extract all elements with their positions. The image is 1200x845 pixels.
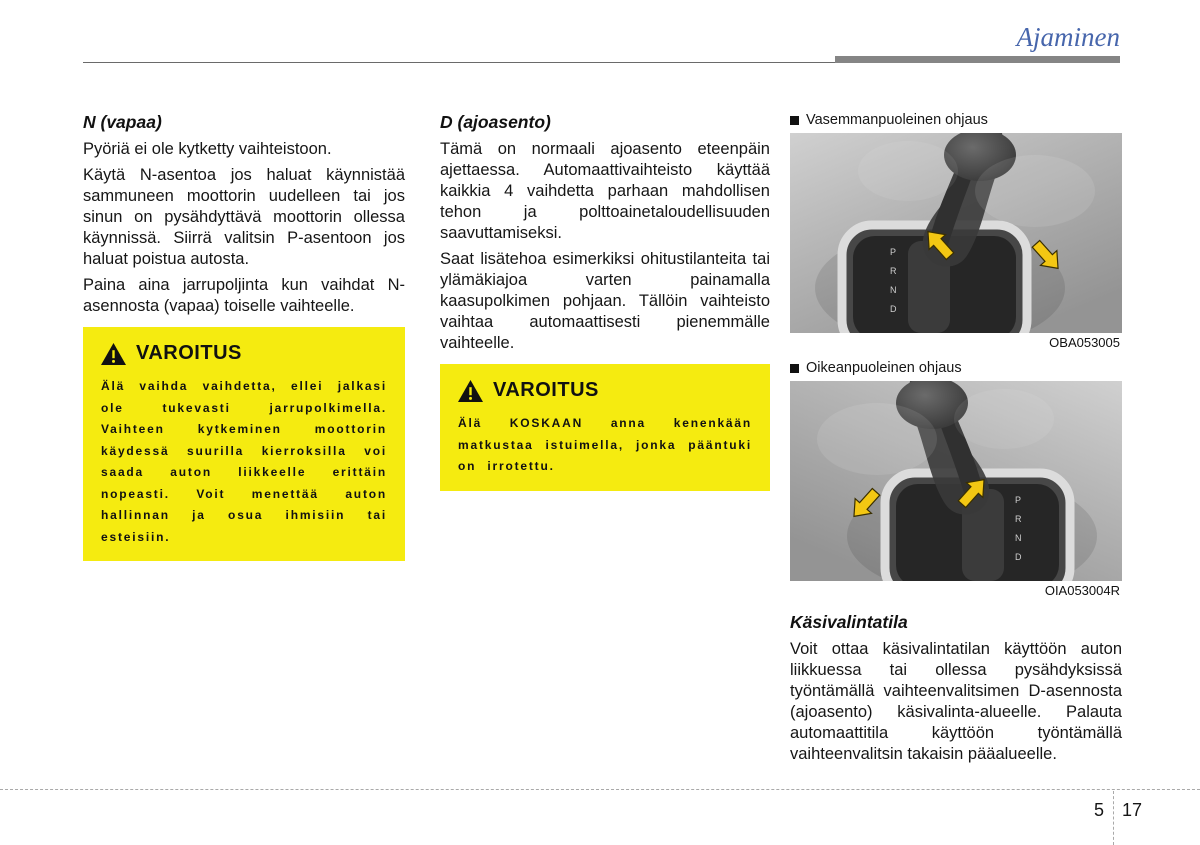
section-n-neutral <box>83 112 405 561</box>
figure-caption-label: Oikeanpuoleinen ohjaus <box>806 360 962 376</box>
warning-triangle-icon <box>458 380 483 402</box>
figure-caption-label: Vasemmanpuoleinen ohjaus <box>806 112 988 128</box>
paragraph: Voit ottaa käsivalintatilan käyttöön auton liikkuessa tai ollessa pysähdyksissä työntämällä vaihteenvalitsimen D-asennosta (ajoasento) käsivalinta-alueelle. Palauta automaattitila käyttöön työntämällä vaihteenvalitsin takaisin pääalueelle. <box>790 640 1122 763</box>
paragraph: Pyöriä ei ole kytketty vaihteistoon. <box>83 140 332 158</box>
figure-caption-lhd <box>790 112 1122 128</box>
square-bullet-icon <box>790 116 799 125</box>
warning-title: VAROITUS <box>136 342 242 364</box>
gate-label-p: P <box>1015 495 1022 505</box>
warning-box-gear-change <box>83 327 405 561</box>
paragraph: Tämä on normaali ajoasento eteenpäin ajettaessa. Automaattivaihteisto käyttää kaikkia 4 vaihdetta parhaan mahdollisen tehon ja polttoainetaloudellisuuden saavuttamiseksi. <box>440 140 770 242</box>
gate-label-p: P <box>890 247 897 257</box>
section-figures-manual-mode <box>790 112 1122 770</box>
paragraph: Saat lisätehoa esimerkiksi ohitustilanteita tai ylämäkiajoa varten painamalla kaasupolkimen pohjaan. Tällöin vaihteisto vaihtaa automaattisesti pienemmälle vaihteelle. <box>440 250 770 352</box>
gate-label-d: D <box>1015 552 1022 562</box>
page-number: 17 <box>1122 800 1143 820</box>
paragraph: Paina aina jarrupoljinta kun vaihdat N-asennosta (vapaa) toiselle vaihteelle. <box>83 276 405 315</box>
chapter-title: Ajaminen <box>1016 22 1120 52</box>
gate-label-n: N <box>1015 533 1022 543</box>
header-accent-bar <box>835 56 1120 63</box>
figure-caption-rhd <box>790 360 1122 376</box>
warning-title-row <box>101 342 387 365</box>
gate-label-d: D <box>890 304 897 314</box>
section-d-drive <box>440 112 770 491</box>
gate-label-r: R <box>890 266 897 276</box>
gear-shifter-photo-lhd <box>790 133 1122 333</box>
section-heading-manual-mode: Käsivalintatila <box>790 612 908 632</box>
warning-box-headrest <box>440 364 770 491</box>
paragraph: Käytä N-asentoa jos haluat käynnistää sammuneen moottorin uudelleen tai jos sinun on pysähdyttävä moottorin ollessa käynnissä. Siirrä valitsin P-asentoon jos haluat poistua autosta. <box>83 166 405 268</box>
warning-title-row <box>458 379 752 402</box>
gear-shifter-photo-rhd <box>790 381 1122 581</box>
section-heading-n: N (vapaa) <box>83 112 162 132</box>
gate-label-r: R <box>1015 514 1022 524</box>
page-number-chapter: 5 <box>1094 800 1105 820</box>
figure-code-lhd: OBA053005 <box>1049 335 1120 350</box>
square-bullet-icon <box>790 364 799 373</box>
warning-title: VAROITUS <box>493 379 599 401</box>
footer-dashed-rule <box>0 789 1200 790</box>
warning-text: Älä KOSKAAN anna kenenkään matkustaa istuimella, jonka pääntuki on irrotettu. <box>458 416 752 473</box>
warning-triangle-icon <box>101 343 126 365</box>
figure-code-rhd: OIA053004R <box>1044 583 1120 598</box>
section-heading-d: D (ajoasento) <box>440 112 551 132</box>
gate-label-n: N <box>890 285 897 295</box>
warning-text: Älä vaihda vaihdetta, ellei jalkasi ole tukevasti jarrupolkimella. Vaihteen kytkeminen moottorin käydessä suurilla kierroksilla voi saada auton liikkeelle erittäin nopeasti. Voit menettää auton hallinnan ja osua ihmisiin tai esteisiin. <box>101 379 387 544</box>
page-number-separator <box>1113 791 1114 845</box>
